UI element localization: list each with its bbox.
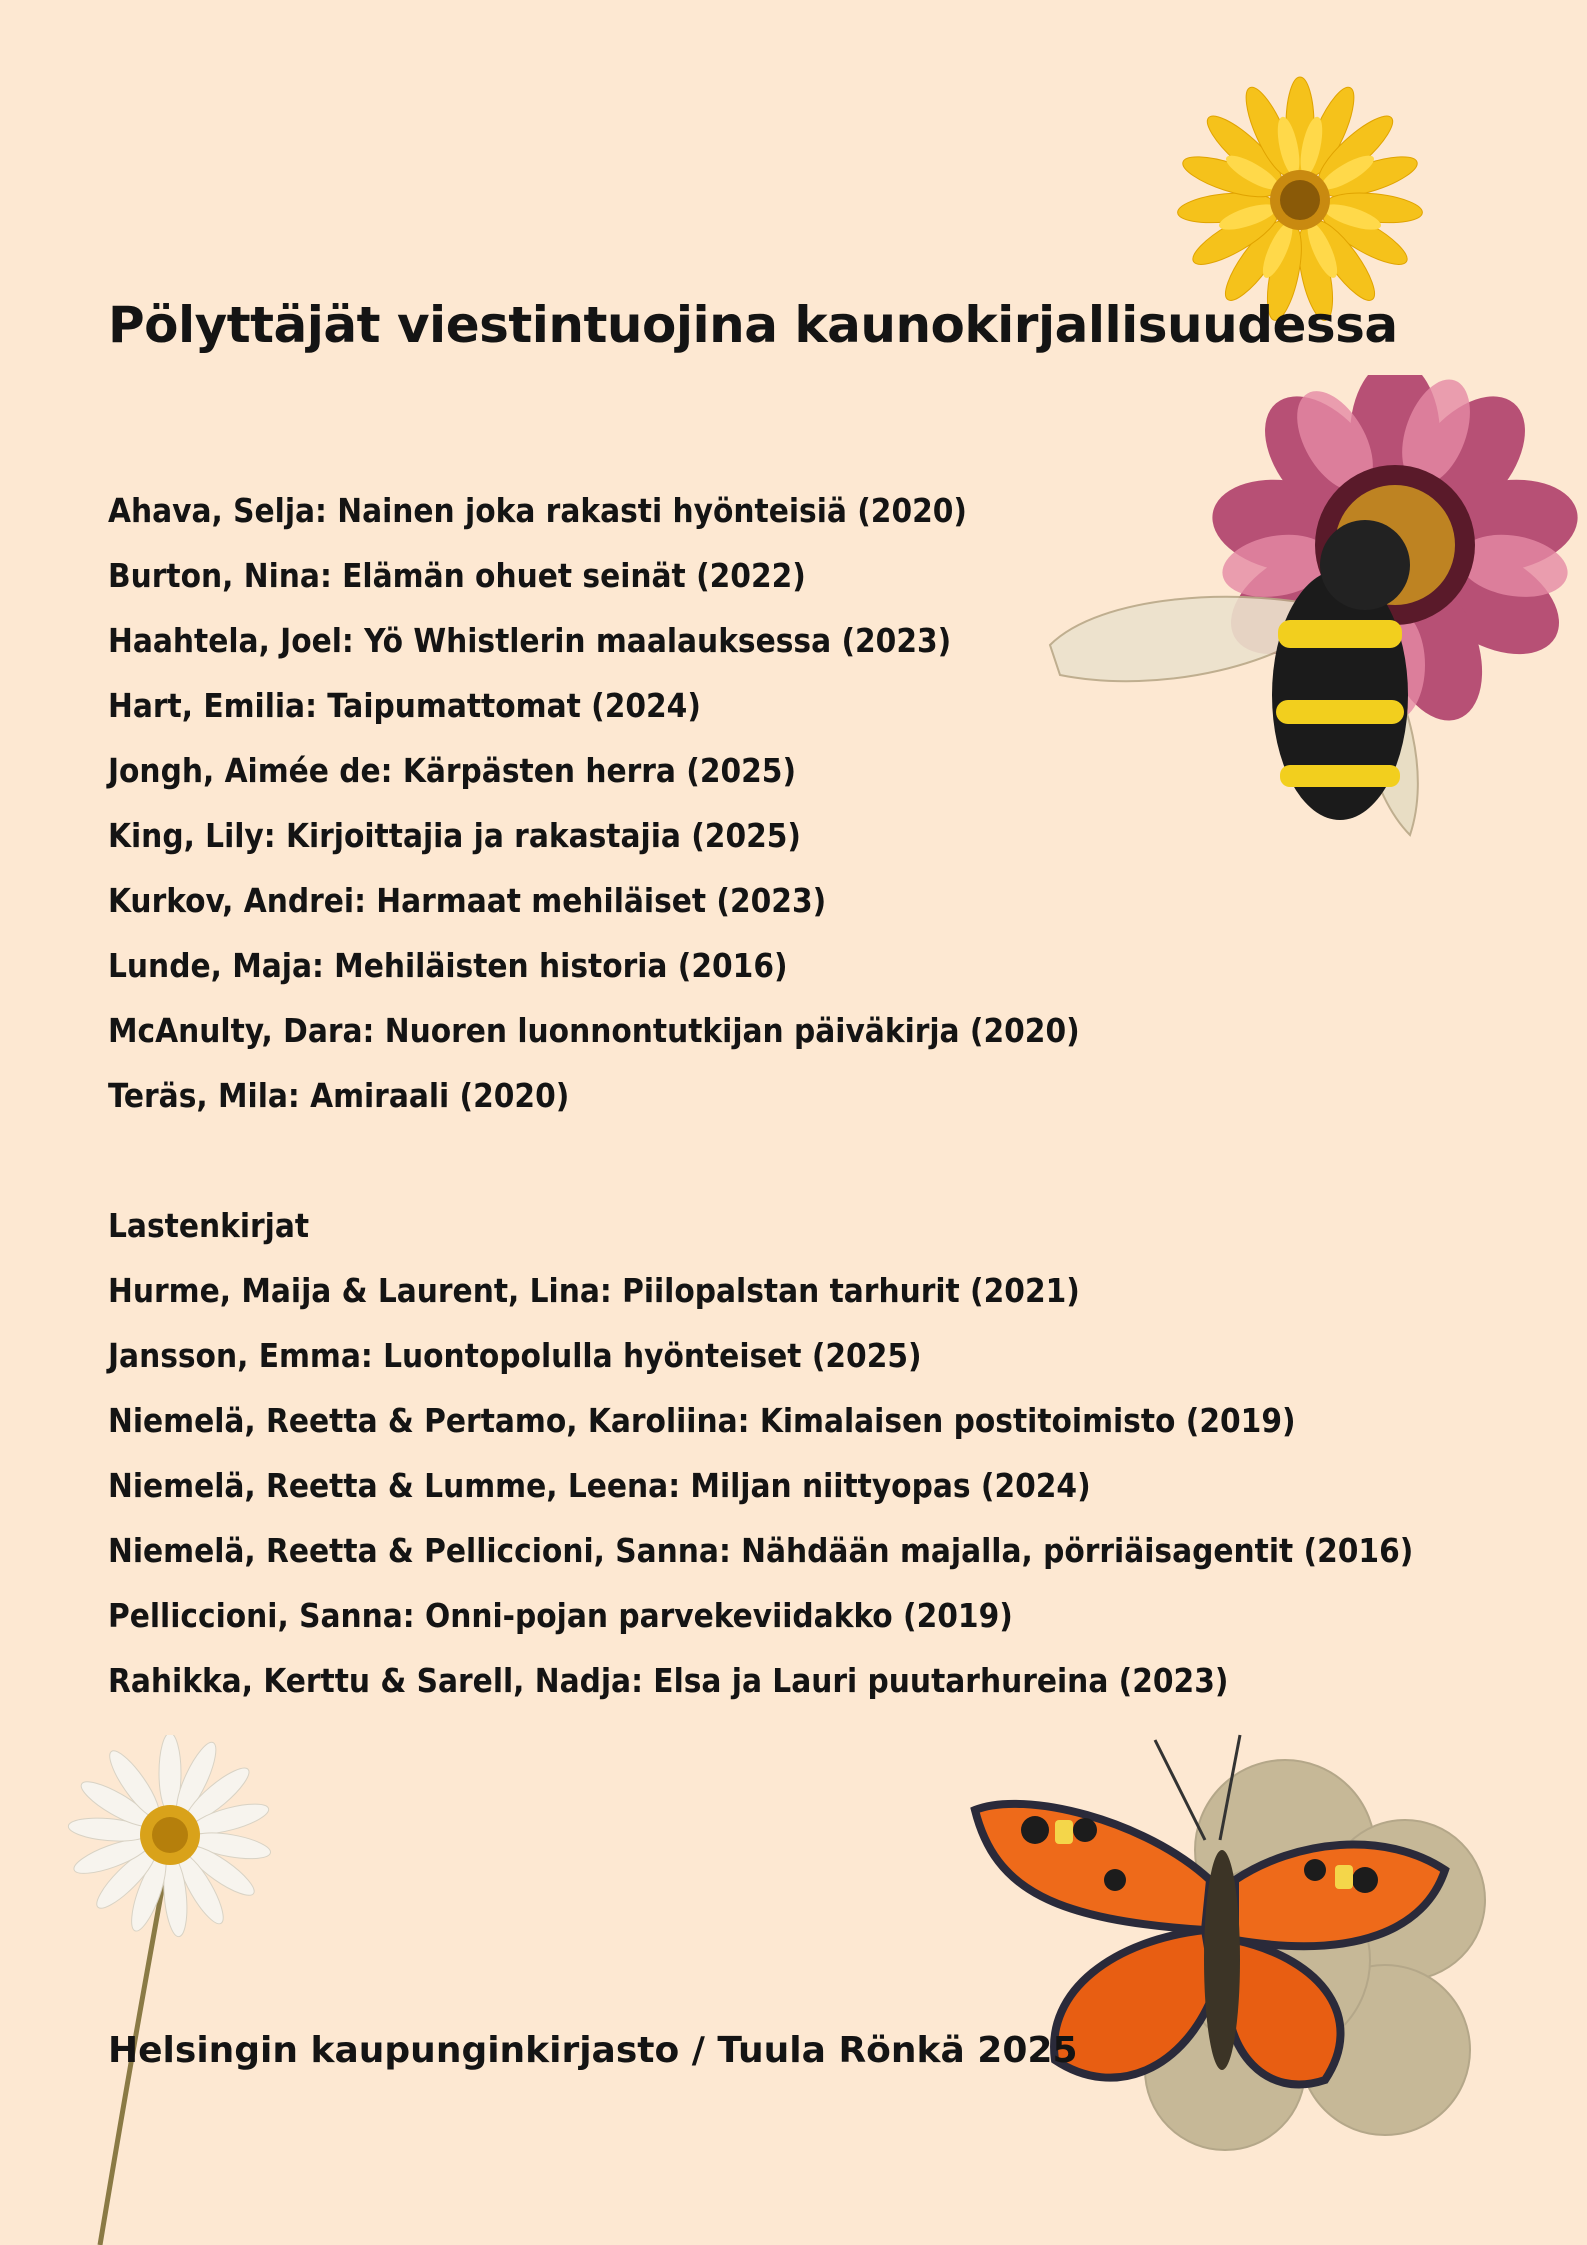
list-item: McAnulty, Dara: Nuoren luonnontutkijan päiväkirja (2020) xyxy=(108,1011,1080,1050)
list-item: Burton, Nina: Elämän ohuet seinät (2022) xyxy=(108,556,806,595)
bumblebee-on-flower-icon xyxy=(1040,375,1580,845)
list-item: Hart, Emilia: Taipumattomat (2024) xyxy=(108,686,701,725)
list-item: Haahtela, Joel: Yö Whistlerin maalauksessa (2023) xyxy=(108,621,952,660)
footer-credit: Helsingin kaupunginkirjasto / Tuula Rönkä 2025 xyxy=(108,2030,1078,2071)
list-item: Rahikka, Kerttu & Sarell, Nadja: Elsa ja Lauri puutarhureina (2023) xyxy=(108,1661,1229,1700)
list-item: Kurkov, Andrei: Harmaat mehiläiset (2023) xyxy=(108,881,827,920)
section-heading-children: Lastenkirjat xyxy=(108,1206,310,1245)
daisy-icon xyxy=(60,1735,280,2245)
list-item: King, Lily: Kirjoittajia ja rakastajia (2025) xyxy=(108,816,801,855)
list-item: Teräs, Mila: Amiraali (2020) xyxy=(108,1076,570,1115)
list-item: Jongh, Aimée de: Kärpästen herra (2025) xyxy=(108,751,797,790)
yellow-flower-icon xyxy=(1170,70,1430,330)
children-book-list xyxy=(108,1193,1413,1713)
list-item: Jansson, Emma: Luontopolulla hyönteiset (2025) xyxy=(108,1336,922,1375)
page-title: Pölyttäjät viestintuojina kaunokirjallisuudessa xyxy=(108,296,1398,354)
list-item: Ahava, Selja: Nainen joka rakasti hyönteisiä (2020) xyxy=(108,491,967,530)
list-item: Niemelä, Reetta & Lumme, Leena: Miljan niittyopas (2024) xyxy=(108,1466,1091,1505)
list-item: Niemelä, Reetta & Pelliccioni, Sanna: Nähdään majalla, pörriäisagentit (2016) xyxy=(108,1531,1414,1570)
list-item: Lunde, Maja: Mehiläisten historia (2016) xyxy=(108,946,788,985)
book-list xyxy=(108,478,1080,1128)
list-item: Niemelä, Reetta & Pertamo, Karoliina: Kimalaisen postitoimisto (2019) xyxy=(108,1401,1296,1440)
list-item: Hurme, Maija & Laurent, Lina: Piilopalstan tarhurit (2021) xyxy=(108,1271,1080,1310)
list-item: Pelliccioni, Sanna: Onni-pojan parvekeviidakko (2019) xyxy=(108,1596,1013,1635)
butterfly-on-flower-icon xyxy=(965,1730,1525,2170)
